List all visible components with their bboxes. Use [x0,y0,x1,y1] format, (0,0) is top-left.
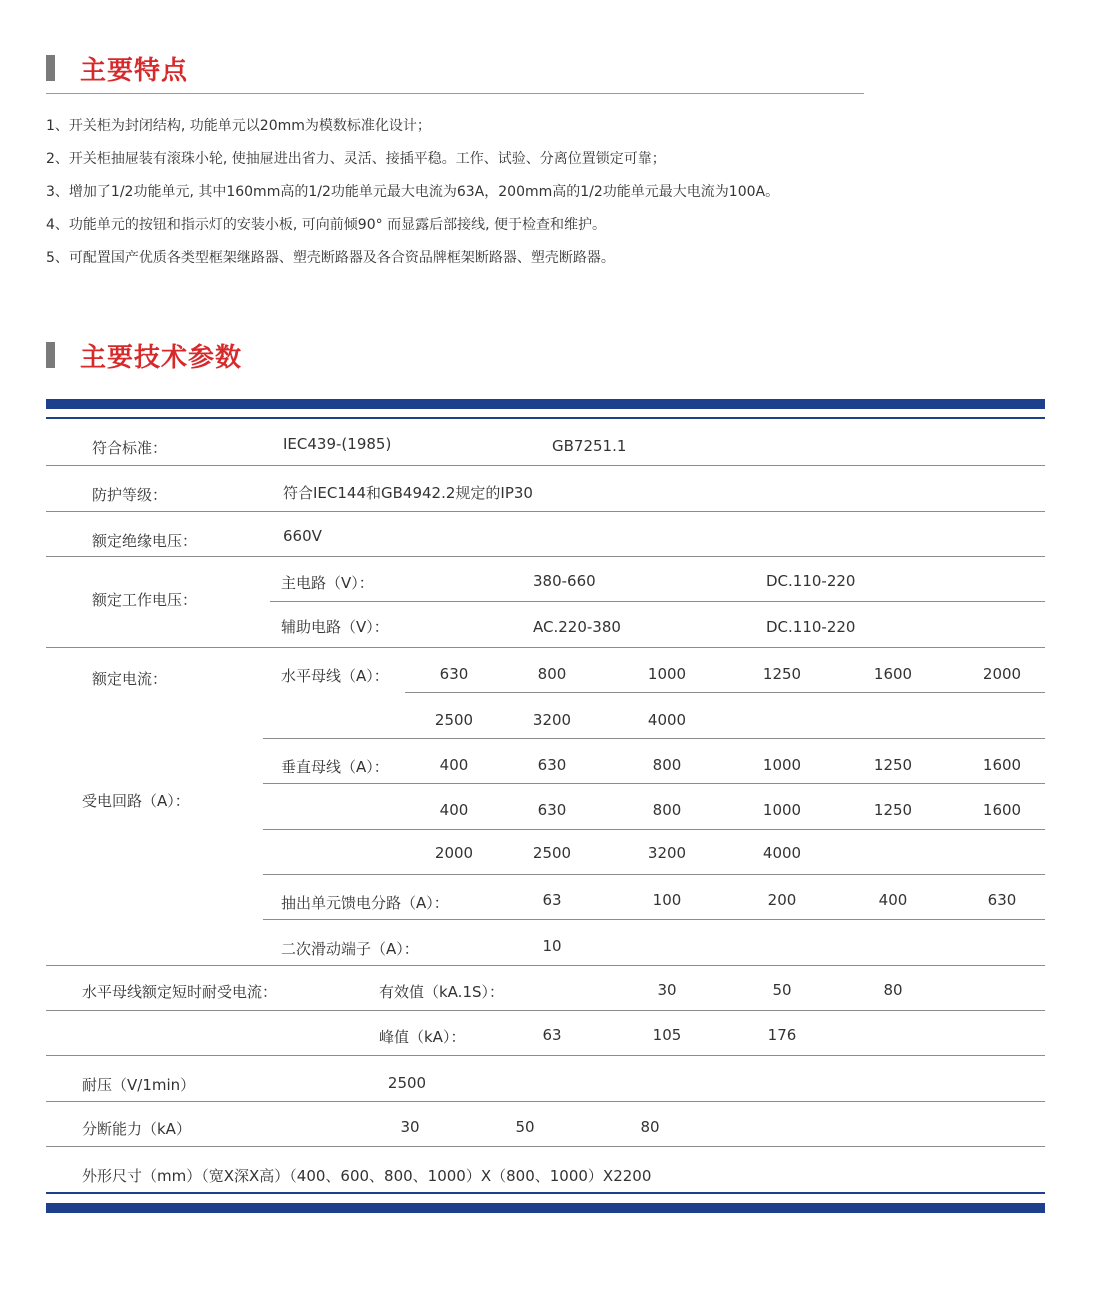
withstand-label: 耐压（V/1min） [82,1076,196,1094]
section-marker [46,342,55,368]
row-divider [46,647,1045,648]
standard-value-gb: GB7251.1 [552,437,627,455]
main-circuit-label: 主电路（V）： [281,574,374,592]
value-cell: 630 [537,801,567,819]
value-cell: 400 [439,756,469,774]
row-divider [46,1055,1045,1056]
standard-value-iec: IEC439-(1985) [283,435,392,453]
value-cell: 1000 [647,665,687,683]
table-bottom-line [46,1192,1045,1194]
value-cell: 1250 [873,756,913,774]
row-divider [405,692,1045,693]
table-bottom-band [46,1203,1045,1213]
value-cell: 176 [767,1026,797,1044]
peak-label: 峰值（kA）： [379,1028,466,1046]
value-cell: 50 [515,1118,535,1136]
feature-item: 4、功能单元的按钮和指示灯的安装小板, 可向前倾90° 而显露后部接线, 便于检查和维护。 [46,217,606,233]
value-cell: 200 [767,891,797,909]
value-cell: 800 [652,801,682,819]
main-circuit-value-dc: DC.110-220 [766,572,856,590]
value-cell: 2500 [434,711,474,729]
protection-label: 防护等级： [92,486,168,504]
row-divider [46,1146,1045,1147]
rms-label: 有效值（kA.1S）： [379,983,505,1001]
row-divider [263,783,1045,784]
row-divider [263,919,1045,920]
value-cell: 100 [652,891,682,909]
value-cell: 1000 [762,801,802,819]
aux-circuit-value-dc: DC.110-220 [766,618,856,636]
dimensions-text: 外形尺寸（mm）（宽X深X高）（400、600、800、1000）X（800、1000）X2200 [82,1167,652,1185]
value-cell: 1600 [873,665,913,683]
value-cell: 30 [400,1118,420,1136]
value-cell: 630 [987,891,1017,909]
breaking-label: 分断能力（kA） [82,1120,191,1138]
value-cell: 4000 [762,844,802,862]
value-cell: 800 [652,756,682,774]
horizontal-busbar-label: 水平母线（A）： [281,667,389,685]
value-cell: 105 [652,1026,682,1044]
standard-label: 符合标准： [92,439,168,457]
value-cell: 80 [883,981,903,999]
row-divider [46,465,1045,466]
feeder-label: 抽出单元馈电分路（A）： [281,894,449,912]
params-title: 主要技术参数 [80,343,243,373]
value-cell: 50 [772,981,792,999]
row-divider [46,511,1045,512]
row-divider [270,601,1045,602]
insulation-label: 额定绝缘电压： [92,532,198,550]
withstand-value: 2500 [387,1074,427,1092]
value-cell: 1600 [982,756,1022,774]
row-divider [263,738,1045,739]
protection-value: 符合IEC144和GB4942.2规定的IP30 [283,484,533,502]
table-top-line [46,417,1045,419]
value-cell: 630 [537,756,567,774]
feature-item: 1、开关柜为封闭结构, 功能单元以20mm为模数标准化设计； [46,118,431,134]
value-cell: 2000 [982,665,1022,683]
table-top-band [46,399,1045,409]
value-cell: 3200 [647,844,687,862]
value-cell: 2000 [434,844,474,862]
sliding-terminal-label: 二次滑动端子（A）： [281,940,419,958]
section-divider [46,93,864,94]
feature-item: 2、开关柜抽屉装有滚珠小轮, 使抽屉进出省力、灵活、接插平稳。工作、试验、分离位置锁定可靠； [46,151,666,167]
receive-circuit-label: 受电回路（A）： [82,792,190,810]
row-divider [46,1010,1045,1011]
working-voltage-label: 额定工作电压： [92,591,198,609]
value-cell: 1250 [873,801,913,819]
value-cell: 63 [542,891,562,909]
features-title: 主要特点 [80,56,189,86]
row-divider [263,874,1045,875]
value-cell: 1250 [762,665,802,683]
row-divider [263,829,1045,830]
value-cell: 2500 [532,844,572,862]
insulation-value: 660V [283,527,322,545]
vertical-busbar-label: 垂直母线（A）： [281,758,389,776]
value-cell: 30 [657,981,677,999]
row-divider [46,1101,1045,1102]
value-cell: 800 [537,665,567,683]
value-cell: 80 [640,1118,660,1136]
value-cell: 400 [878,891,908,909]
value-cell: 4000 [647,711,687,729]
aux-circuit-value-ac: AC.220-380 [533,618,621,636]
value-cell: 10 [542,937,562,955]
value-cell: 1600 [982,801,1022,819]
short-time-label: 水平母线额定短时耐受电流： [82,983,278,1001]
value-cell: 63 [542,1026,562,1044]
feature-item: 5、可配置国产优质各类型框架继路器、塑壳断路器及各合资品牌框架断路器、塑壳断路器。 [46,250,615,266]
feature-item: 3、增加了1/2功能单元, 其中160mm高的1/2功能单元最大电流为63A，200mm高的1/2功能单元最大电流为100A。 [46,184,780,200]
rated-current-label: 额定电流： [92,670,168,688]
value-cell: 630 [439,665,469,683]
section-marker [46,55,55,81]
row-divider [46,965,1045,966]
main-circuit-value-ac: 380-660 [533,572,596,590]
value-cell: 3200 [532,711,572,729]
value-cell: 1000 [762,756,802,774]
value-cell: 400 [439,801,469,819]
row-divider [46,556,1045,557]
aux-circuit-label: 辅助电路（V）： [281,618,389,636]
